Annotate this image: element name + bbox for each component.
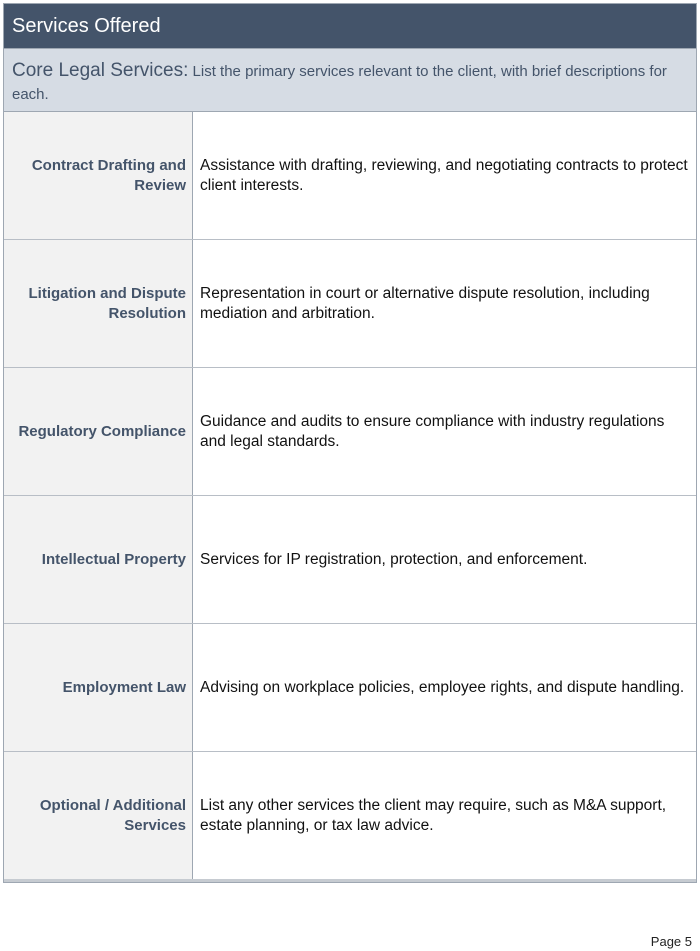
- section-header: [4, 4, 696, 49]
- service-description: List any other services the client may require, such as M&A support, estate planning, or tax law advice.: [200, 796, 667, 834]
- table-row: [4, 752, 696, 882]
- table-row: [4, 496, 696, 624]
- page-number: Page 5: [650, 934, 692, 949]
- services-table: [3, 3, 697, 883]
- table-row: [4, 368, 696, 496]
- service-name: Intellectual Property: [4, 496, 193, 623]
- table-row: [4, 240, 696, 368]
- service-name: Optional / Additional Services: [4, 752, 193, 879]
- service-name: Litigation and Dispute Resolution: [4, 240, 193, 367]
- service-description: Services for IP registration, protection, and enforcement.: [200, 550, 588, 568]
- service-description: Guidance and audits to ensure compliance with industry regulations and legal standards.: [200, 412, 665, 450]
- service-name: Employment Law: [4, 624, 193, 751]
- section-title: Services Offered: [12, 14, 161, 37]
- intro-description: List the primary services relevant to the client, with brief descriptions for each.: [12, 63, 667, 103]
- table-row: [4, 112, 696, 240]
- service-name: Contract Drafting and Review: [4, 112, 193, 239]
- service-description: Assistance with drafting, reviewing, and negotiating contracts to protect client interests.: [200, 156, 688, 194]
- table-row: [4, 624, 696, 752]
- service-description: Representation in court or alternative dispute resolution, including mediation and arbitration.: [200, 284, 650, 322]
- service-name: Regulatory Compliance: [4, 368, 193, 495]
- intro-title: Core Legal Services:: [12, 60, 189, 81]
- intro-block: [4, 49, 696, 112]
- service-description: Advising on workplace policies, employee rights, and dispute handling.: [200, 678, 685, 696]
